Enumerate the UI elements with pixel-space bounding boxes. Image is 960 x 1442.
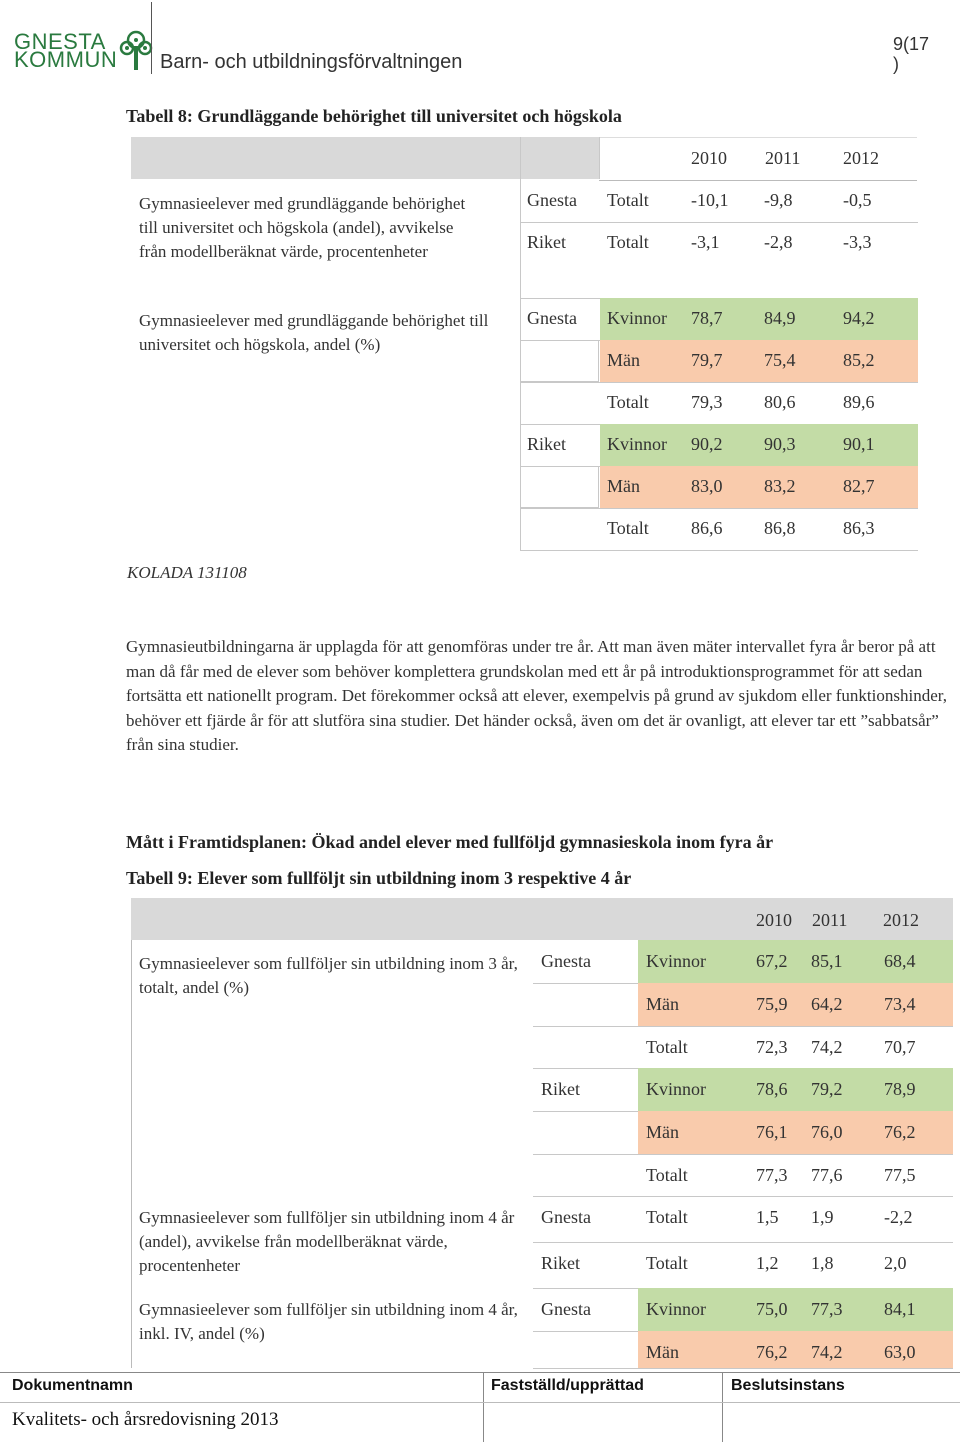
table9-group: Män <box>646 1342 679 1362</box>
table8-value-2011: -2,8 <box>764 232 793 252</box>
footer-doc-value: Kvalitets- och årsredovisning 2013 <box>12 1409 279 1430</box>
table8-value-2011: 90,3 <box>764 434 796 454</box>
table9-row <box>533 1068 953 1112</box>
table8-title: Tabell 8: Grundläggande behörighet till universitet och högskola <box>126 106 622 126</box>
table9-value-2012: 76,2 <box>884 1122 916 1142</box>
footer-auth-label: Beslutsinstans <box>731 1377 845 1394</box>
table8-row <box>520 382 918 425</box>
page-number: 9(17 <box>893 34 930 54</box>
department-name: Barn- och utbildningsförvaltningen <box>160 51 463 73</box>
table8-value-2012: 85,2 <box>843 350 875 370</box>
table9-value-2011: 79,2 <box>811 1079 843 1099</box>
table9-row <box>533 1242 953 1289</box>
table9-value-2011: 74,2 <box>811 1037 843 1057</box>
page-number-close: ) <box>893 54 899 74</box>
table9-value-2012: -2,2 <box>884 1207 913 1227</box>
table8-group: Totalt <box>607 518 649 538</box>
table8-row <box>520 424 918 467</box>
table8-section1-desc: Gymnasieelever med grundläggande behörighet till universitet och högskola (andel), avvikelse från modellberäknat värde, procentenheter <box>139 194 466 261</box>
logo-text-kommun: KOMMUN <box>14 47 118 72</box>
table9-year-2011: 2011 <box>812 910 848 930</box>
table9-region: Riket <box>541 1079 580 1099</box>
table9-value-2011: 77,6 <box>811 1165 843 1185</box>
table8-vrule <box>599 137 600 179</box>
table8-value-2010: 86,6 <box>691 518 723 538</box>
footer-divider-2 <box>722 1372 723 1442</box>
table8-empty-cell-border <box>520 466 599 508</box>
table9-region: Gnesta <box>541 951 591 971</box>
table9-value-2012: 73,4 <box>884 994 916 1014</box>
table8-value-2011: 80,6 <box>764 392 796 412</box>
body-paragraph: Gymnasieutbildningarna är upplagda för att genomföras under tre år. Att man även mäter intervallet fyra år beror på att man då får med de elever som behöver komplettera grundskolan med ett år på introduktionsprogrammet för att sedan fortsätta ett nationellt program. Det förekommer också att elever, exempelvis på grund av sjukdom eller funktionshinder, behöver ett fjärde år för att slutföra sina studier. Det händer också, även om det är ovanligt, att elever tar ett ”sabbatsår” från sina studier. <box>126 637 947 755</box>
table9-value-2012: 63,0 <box>884 1342 916 1362</box>
table9-row <box>533 1111 953 1155</box>
table9-value-2012: 77,5 <box>884 1165 916 1185</box>
table9-group: Kvinnor <box>646 951 706 971</box>
table9-value-2010: 72,3 <box>756 1037 788 1057</box>
table8-year-2010: 2010 <box>691 148 727 168</box>
table9-value-2011: 77,3 <box>811 1299 843 1319</box>
table9-group: Kvinnor <box>646 1299 706 1319</box>
table8-row <box>520 180 918 223</box>
table8-year-2012: 2012 <box>843 148 879 168</box>
table8-header-left <box>131 137 599 179</box>
table9-value-2011: 76,0 <box>811 1122 843 1142</box>
table9-value-2010: 75,9 <box>756 994 788 1014</box>
table9-value-2011: 74,2 <box>811 1342 843 1362</box>
logo-text-gnesta: GNESTA <box>14 29 106 54</box>
table9-group: Totalt <box>646 1037 688 1057</box>
table8-group: Män <box>607 350 640 370</box>
table9-year-2010: 2010 <box>756 910 792 930</box>
table8-group: Kvinnor <box>607 308 667 328</box>
table9-section1-desc: Gymnasieelever som fullföljer sin utbildning inom 3 år, totalt, andel (%) <box>139 954 518 997</box>
table9-section3-desc: Gymnasieelever som fullföljer sin utbildning inom 4 år, inkl. IV, andel (%) <box>139 1300 518 1343</box>
table9-value-2010: 76,1 <box>756 1122 788 1142</box>
table8-value-2011: -9,8 <box>764 190 793 210</box>
table8-value-2010: -3,1 <box>691 232 720 252</box>
table9-value-2010: 78,6 <box>756 1079 788 1099</box>
table9-value-2010: 77,3 <box>756 1165 788 1185</box>
table8-section2-desc: Gymnasieelever med grundläggande behörighet till universitet och högskola, andel (%) <box>139 311 489 354</box>
table9-value-2010: 76,2 <box>756 1342 788 1362</box>
footer-top-rule <box>0 1372 960 1373</box>
table9-region: Riket <box>541 1253 580 1273</box>
table9-row <box>533 1331 953 1369</box>
table9-value-2011: 1,8 <box>811 1253 834 1273</box>
table9-value-2012: 84,1 <box>884 1299 916 1319</box>
table9-value-2010: 1,5 <box>756 1207 779 1227</box>
table8-value-2010: 78,7 <box>691 308 723 328</box>
table8-value-2011: 84,9 <box>764 308 796 328</box>
table8-value-2011: 86,8 <box>764 518 796 538</box>
table8-value-2012: 94,2 <box>843 308 875 328</box>
table9-value-2010: 75,0 <box>756 1299 788 1319</box>
table9-group: Män <box>646 1122 679 1142</box>
table8-region: Gnesta <box>527 308 577 328</box>
table8-region: Riket <box>527 232 566 252</box>
table8-value-2010: 79,7 <box>691 350 723 370</box>
table8-year-2011: 2011 <box>765 148 801 168</box>
table8-group: Kvinnor <box>607 434 667 454</box>
logo <box>14 30 144 74</box>
table9-value-2011: 85,1 <box>811 951 843 971</box>
table8-group: Totalt <box>607 190 649 210</box>
table9-region: Gnesta <box>541 1299 591 1319</box>
table9-value-2012: 70,7 <box>884 1037 916 1057</box>
table8-value-2010: 90,2 <box>691 434 723 454</box>
table9-value-2011: 1,9 <box>811 1207 834 1227</box>
table8-value-2012: 86,3 <box>843 518 875 538</box>
table8-value-2012: 89,6 <box>843 392 875 412</box>
table9-value-2010: 1,2 <box>756 1253 779 1273</box>
table8-region: Riket <box>527 434 566 454</box>
table9-row <box>533 940 953 984</box>
table9-value-2012: 2,0 <box>884 1253 907 1273</box>
table8-value-2010: 79,3 <box>691 392 723 412</box>
table9-value-2012: 78,9 <box>884 1079 916 1099</box>
table8-group: Totalt <box>607 392 649 412</box>
table8-group: Totalt <box>607 232 649 252</box>
footer-mid-rule <box>0 1402 960 1403</box>
table9-year-2012: 2012 <box>883 910 919 930</box>
table8-region: Gnesta <box>527 190 577 210</box>
table9-row <box>533 1288 953 1332</box>
table9-group: Totalt <box>646 1207 688 1227</box>
footer-divider-1 <box>483 1372 484 1442</box>
measure-heading: Mått i Framtidsplanen: Ökad andel elever med fullföljd gymnasieskola inom fyra år <box>126 832 774 852</box>
table9-row <box>533 1196 953 1243</box>
table9-group: Totalt <box>646 1165 688 1185</box>
header-divider <box>151 2 152 74</box>
table8-value-2012: -3,3 <box>843 232 872 252</box>
table8-value-2012: -0,5 <box>843 190 872 210</box>
table8-row <box>520 298 918 341</box>
tree-icon <box>118 28 154 72</box>
table8-value-2011: 83,2 <box>764 476 796 496</box>
table9-region: Gnesta <box>541 1207 591 1227</box>
table9-title: Tabell 9: Elever som fullföljt sin utbildning inom 3 respektive 4 år <box>126 868 632 888</box>
table9-value-2010: 67,2 <box>756 951 788 971</box>
table8-value-2010: -10,1 <box>691 190 729 210</box>
table8-value-2012: 82,7 <box>843 476 875 496</box>
table9-row <box>533 983 953 1027</box>
table9-group: Kvinnor <box>646 1079 706 1099</box>
footer-date-label: Fastställd/upprättad <box>491 1377 644 1394</box>
table9-group: Män <box>646 994 679 1014</box>
table8-value-2011: 75,4 <box>764 350 796 370</box>
table9-section2-desc: Gymnasieelever som fullföljer sin utbildning inom 4 år (andel), avvikelse från modellberäknat värde, procentenheter <box>139 1208 515 1275</box>
table8-row <box>520 222 918 299</box>
table8-value-2012: 90,1 <box>843 434 875 454</box>
table8-row <box>520 508 918 551</box>
table8-empty-cell-border <box>520 340 599 382</box>
table9-value-2011: 64,2 <box>811 994 843 1014</box>
table9-left-border <box>131 940 132 1368</box>
table9-group: Totalt <box>646 1253 688 1273</box>
table8-group: Män <box>607 476 640 496</box>
footer-doc-label: Dokumentnamn <box>12 1377 133 1394</box>
table9-value-2012: 68,4 <box>884 951 916 971</box>
table8-value-2010: 83,0 <box>691 476 723 496</box>
table9-row <box>533 1026 953 1069</box>
kolada-label: KOLADA 131108 <box>127 563 247 582</box>
table9-row <box>533 1154 953 1197</box>
